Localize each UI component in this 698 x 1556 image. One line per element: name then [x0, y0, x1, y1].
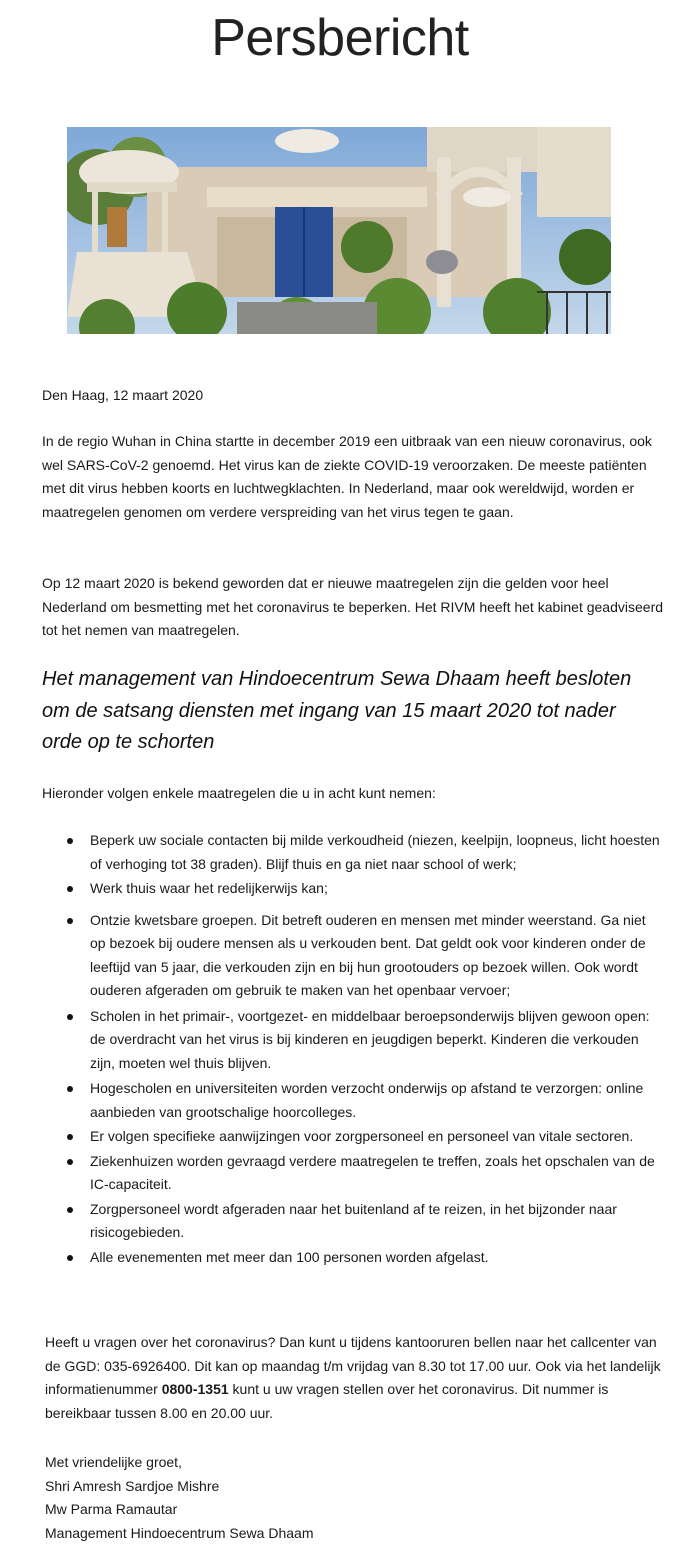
signatory-2: Mw Parma Ramautar — [45, 1501, 178, 1517]
list-item: Beperk uw sociale contacten bij milde verkoudheid (niezen, keelpijn, loopneus, licht hoesten of verhoging tot 38 graden). Blijf thuis en ga niet naar school of werk; — [42, 829, 664, 876]
bullet-icon — [67, 918, 73, 924]
bullet-icon — [67, 1255, 73, 1261]
paragraph-1: In de regio Wuhan in China startte in december 2019 een uitbraak van een nieuw coronavirus, ook wel SARS-CoV-2 genoemd. Het virus kan de ziekte COVID-19 veroorzaken. De meeste patiënten met dit virus hebben koorts en luchtwegklachten. In Nederland, maar ook wereldwijd, worden er maatregelen genomen om verdere verspreiding van het virus tegen te gaan. — [42, 433, 652, 520]
list-item: Ziekenhuizen worden gevraagd verdere maatregelen te treffen, zoals het opschalen van de IC-capaciteit. — [42, 1150, 664, 1197]
signatory-1: Shri Amresh Sardjoe Mishre — [45, 1477, 220, 1494]
temple-photo — [67, 127, 611, 334]
list-item: Alle evenementen met meer dan 100 personen worden afgelast. — [42, 1246, 664, 1270]
date-line: Den Haag, 12 maart 2020 — [42, 387, 204, 403]
list-item: Er volgen specifieke aanwijzingen voor zorgpersoneel en personeel van vitale sectoren. — [42, 1125, 664, 1149]
measures-list — [42, 829, 664, 1269]
list-item: Ontzie kwetsbare groepen. Dit betreft ouderen en mensen met minder weerstand. Ga niet op bezoek bij oudere mensen als u verkouden bent. Dat geldt ook voor kinderen onder de leeftijd van 5 jaar, die verkouden zijn en bij hun grootouders op bezoek willen. Ook wordt ouderen afgeraden om gebruik te maken van het openbaar vervoer; — [42, 909, 664, 1003]
measures-intro: Hieronder volgen enkele maatregelen die u in acht kunt nemen: — [42, 785, 436, 801]
bullet-icon — [67, 838, 73, 844]
highlight-statement: Het management van Hindoecentrum Sewa Dhaam heeft besloten om de satsang diensten met ingang van 15 maart 2020 tot nader orde op te schorten — [42, 668, 632, 753]
list-item: Zorgpersoneel wordt afgeraden naar het buitenland af te reizen, in het bijzonder naar risicogebieden. — [42, 1198, 664, 1245]
organization: Management Hindoecentrum Sewa Dhaam — [45, 1524, 314, 1541]
list-item: Werk thuis waar het redelijkerwijs kan; — [42, 877, 664, 901]
paragraph-2: Op 12 maart 2020 is bekend geworden dat er nieuwe maatregelen zijn die gelden voor heel Nederland om besmetting met het coronavirus te beperken. Het RIVM heeft het kabinet geadviseerd tot het nemen van maatregelen. — [42, 575, 664, 638]
contact-paragraph: Heeft u vragen over het coronavirus? Dan kunt u tijdens kantooruren bellen naar het callcenter van de GGD: 035-6926400. Dit kan op maandag t/m vrijdag van 8.30 tot 17.00 uur. Ook via het landelijk informatienummer 0800-1351 kunt u uw vragen stellen over het coronavirus. Dit nummer is bereikbaar tussen 8.00 en 20.00 uur. — [45, 1334, 661, 1421]
bullet-icon — [67, 1014, 73, 1020]
list-item: Scholen in het primair-, voortgezet- en middelbaar beroepsonderwijs blijven gewoon open: de overdracht van het virus is bij kinderen en jeugdigen beperkt. Kinderen die verkouden zijn, moeten wel thuis blijven. — [42, 1005, 664, 1076]
bullet-icon — [67, 886, 73, 892]
bullet-icon — [67, 1207, 73, 1213]
greeting: Met vriendelijke groet, — [45, 1454, 182, 1470]
bullet-icon — [67, 1159, 73, 1165]
closing-block — [45, 1451, 545, 1545]
bullet-icon — [67, 1134, 73, 1140]
bullet-icon — [67, 1086, 73, 1092]
page-title: Persbericht — [211, 9, 469, 67]
info-phone-number: 0800-1351 — [161, 1381, 229, 1397]
list-item: Hogescholen en universiteiten worden verzocht onderwijs op afstand te verzorgen: online aanbieden van grootschalige hoorcolleges. — [42, 1077, 664, 1124]
